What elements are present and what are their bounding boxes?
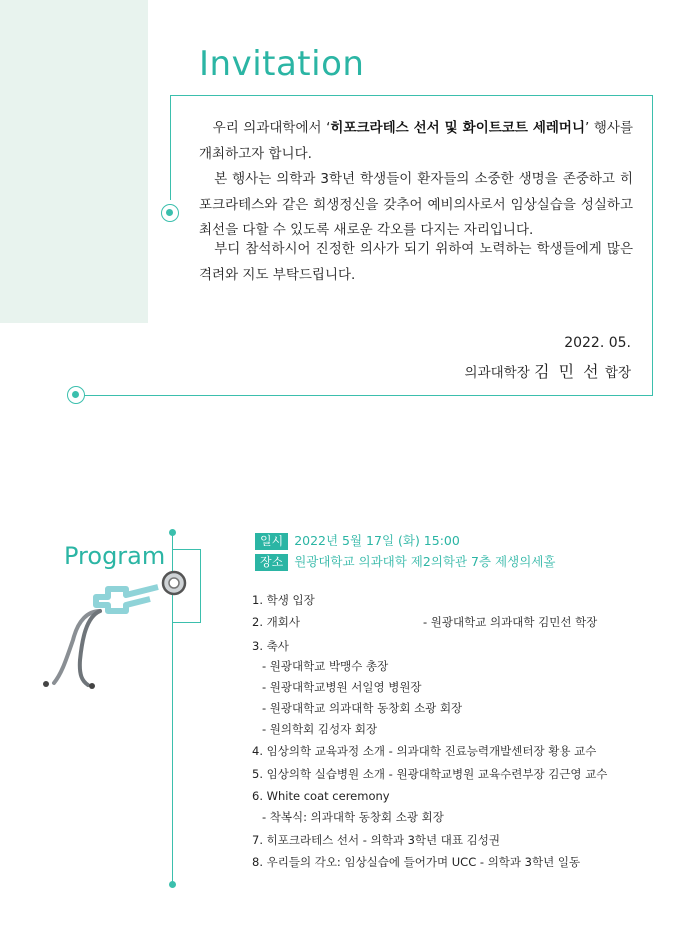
timeline-dot: [169, 529, 176, 536]
frame-line: [170, 95, 171, 200]
program-item: - 원의학회 김성자 회장: [262, 722, 378, 736]
program-item: 8. 우리들의 각오: 임상실습에 들어가며 UCC - 의학과 3학년 일동: [252, 855, 581, 869]
signer-name: 김 민 선: [534, 362, 601, 381]
frame-line: [652, 95, 653, 395]
circle-dot-icon: [161, 204, 179, 222]
stethoscope-icon: [38, 565, 198, 690]
program-item: 4. 임상의학 교육과정 소개 - 의과대학 진료능력개발센터장 황용 교수: [252, 744, 597, 758]
datetime-tag: 일시: [255, 533, 288, 550]
datetime-value: 2022년 5월 17일 (화) 15:00: [294, 533, 460, 548]
location-tag: 장소: [255, 554, 288, 571]
program-item: - 원광대학교 의과대학 동창회 소광 회장: [262, 701, 463, 715]
circle-dot-icon: [67, 386, 85, 404]
program-item: 7. 히포크라테스 선서 - 의학과 3학년 대표 김성권: [252, 833, 500, 847]
program-item-speaker: - 원광대학교 의과대학 김민선 학장: [423, 615, 598, 629]
program-item: 5. 임상의학 실습병원 소개 - 원광대학교병원 교육수련부장 김근영 교수: [252, 767, 608, 781]
program-item: 1. 학생 입장: [252, 593, 315, 607]
program-item: 6. White coat ceremony: [252, 789, 390, 803]
invitation-paragraph-2: 본 행사는 의학과 3학년 학생들이 환자들의 소중한 생명을 존중하고 히포크라테스와 같은 희생정신을 갖추어 예비의사로서 임상실습을 성실하고 최선을 다할 수 있도록 새로운 각오를 다지는 자리입니다.: [199, 171, 634, 238]
program-item: 3. 축사: [252, 639, 289, 653]
signer-title: 의과대학장: [464, 365, 530, 381]
signer-suffix: 합장: [604, 365, 631, 381]
location-value: 원광대학교 의과대학 제2의학관 7층 제생의세홀: [294, 554, 556, 569]
program-item: 2. 개회사: [252, 615, 300, 629]
program-location: [255, 552, 555, 571]
program-item: - 원광대학교병원 서일영 병원장: [262, 680, 422, 694]
program-item: - 원광대학교 박맹수 총장: [262, 659, 389, 673]
frame-line: [84, 395, 653, 396]
timeline-dot: [169, 881, 176, 888]
decorative-panel: [0, 0, 148, 323]
invitation-paragraph-1: 우리 의과대학에서 ‘히포크라테스 선서 및 화이트코트 세레머니’ 행사를 개최하고자 합니다.: [199, 120, 633, 162]
frame-line: [170, 95, 652, 96]
program-datetime: [255, 531, 460, 550]
signature: [465, 359, 631, 382]
invitation-paragraph-3: 부디 참석하시어 진정한 의사가 되기 위하여 노력하는 학생들에게 많은 격려와 지도 부탁드립니다.: [199, 241, 633, 283]
invitation-date: 2022. 05.: [564, 335, 631, 351]
invitation-title: Invitation: [199, 44, 365, 84]
program-item: - 착복식: 의과대학 동창회 소광 회장: [262, 810, 444, 824]
program-title: Program: [64, 542, 166, 570]
